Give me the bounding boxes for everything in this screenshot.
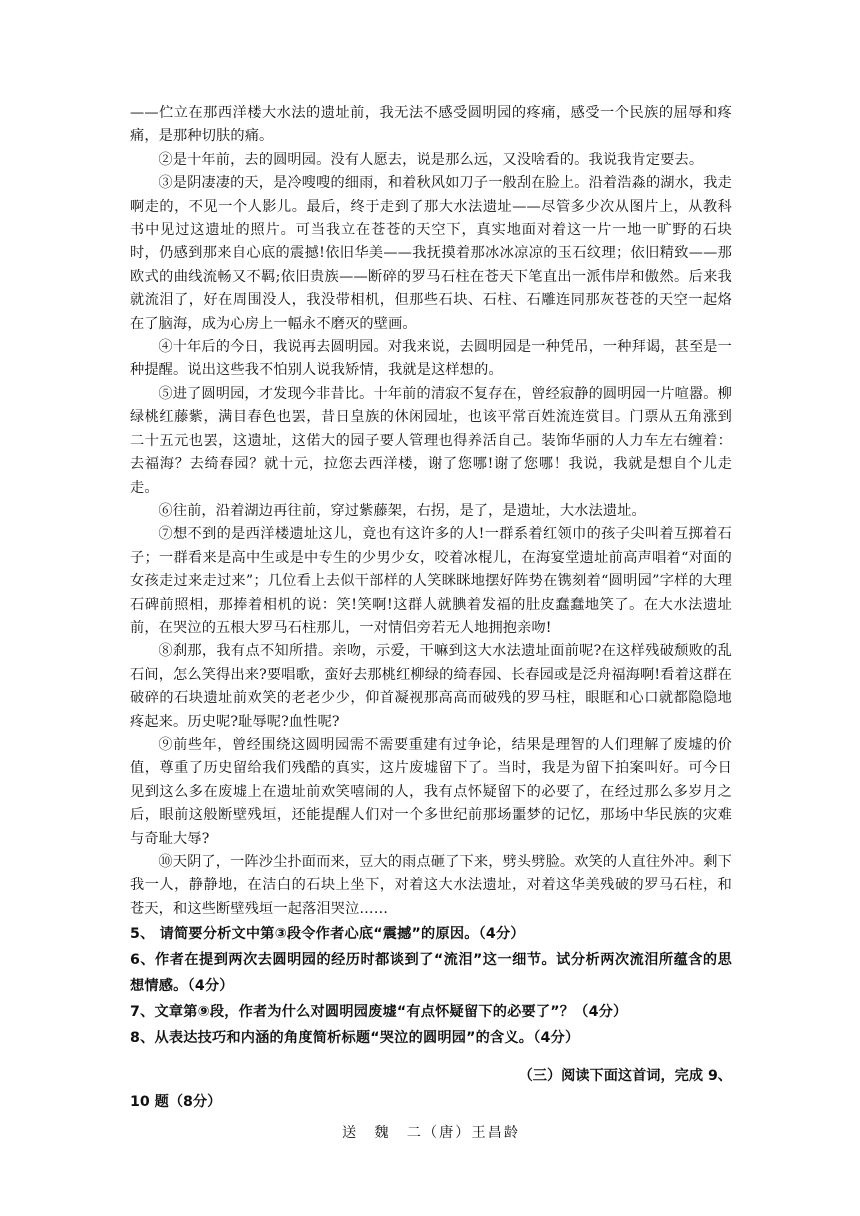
paragraph-intro: ——伫立在那西洋楼大水法的遗址前，我无法不感受圆明园的疼痛，感受一个民族的屈辱和疼痛，是那种切肤的痛。	[130, 105, 732, 145]
paragraph-5: ⑤进了圆明园，才发现今非昔比。十年前的清寂不复存在，曾经寂静的圆明园一片喧嚣。柳绿桃红藤紫，满目春色也罢，昔日皇族的休闲园址，也该平常百姓流连赏目。门票从五角涨到二十五元也罢，这遗址，这偌大的园子要人管理也得养活自己。装饰华丽的人力车左右缠着：去福海？去绮春园？就十元，拉您去西洋楼，谢了您哪!谢了您哪！我说，我就是想自个儿走走。	[130, 385, 732, 496]
paragraph-4: ④十年后的今日，我说再去圆明园。对我来说，去圆明园是一种凭吊，一种拜谒，甚至是一种提醒。说出这些我不怕别人说我矫情，我就是这样想的。	[130, 339, 732, 379]
article-body	[130, 102, 732, 921]
question-6: 6、作者在提到两次去圆明园的经历时都谈到了“流泪”这一细节。试分析两次流泪所蕴含的思想情感。（4分）	[130, 952, 732, 995]
question-8: 8、从表达技巧和内涵的角度简析标题“哭泣的圆明园”的含义。（4分）	[130, 1030, 580, 1047]
section-3-heading	[130, 1063, 732, 1115]
paragraph-6: ⑥往前，沿着湖边再往前，穿过紫藤架，右拐，是了，是遗址，大水法遗址。	[158, 502, 646, 519]
paragraph-8: ⑧刹那，我有点不知所措。亲吻，示爱，干嘛到这大水法遗址面前呢?在这样残破颓败的乱石间，怎么笑得出来?要唱歌，蛮好去那桃红柳绿的绮春园、长春园或是泛舟福海啊!看着这群在破碎的石块遗址前欢笑的老老少少，仰首凝视那高高而破残的罗马柱，眼眶和心口就都隐隐地疼起来。历史呢?耻辱呢?血性呢?	[130, 643, 732, 730]
question-7: 7、文章第⑨段，作者为什么对圆明园废墟“有点怀疑留下的必要了”？（4分）	[130, 1004, 628, 1021]
paragraph-9: ⑨前些年，曾经围绕这圆明园需不需要重建有过争论，结果是理智的人们理解了废墟的价值，尊重了历史留给我们残酷的真实，这片废墟留下了。当时，我是为留下拍案叫好。可今日见到这么多在废墟上在遗址前欢笑嘻闹的人，我有点怀疑留下的必要了，在经过那么多岁月之后，眼前这般断壁残垣，还能提醒人们对一个多世纪前那场噩梦的记忆，那场中华民族的灾难与奇耻大辱?	[130, 736, 732, 847]
section-3-heading-line1: （三）阅读下面这首词，完成 9、	[518, 1068, 732, 1085]
question-list	[130, 921, 732, 1051]
paragraph-3: ③是阴凄凄的天，是冷嗖嗖的细雨，和着秋风如刀子一般刮在脸上。沿着浩淼的湖水，我走啊走的，不见一个人影儿。最后，终于走到了那大水法遗址——尽管多少次从图片上，从教科书中见过这遗址的照片。可当我立在苍苍的天空下，真实地面对着这一片一地一旷野的石块时，仍感到那来自心底的震撼!依旧华美——我抚摸着那冰冰凉凉的玉石纹理；依旧精致——那欧式的曲线流畅又不羁;依旧贵族——断碎的罗马石柱在苍天下笔直出一派伟岸和傲然。后来我就流泪了，好在周围没人，我没带相机，但那些石块、石柱、石雕连同那灰苍苍的天空一起烙在了脑海，成为心房上一幅永不磨灭的壁画。	[130, 175, 732, 332]
paragraph-2: ②是十年前，去的圆明园。没有人愿去，说是那么远，又没啥看的。我说我肯定要去。	[158, 151, 704, 168]
paragraph-7: ⑦想不到的是西洋楼遗址这儿，竟也有这许多的人!一群系着红领巾的孩子尖叫着互掷着石子；一群看来是高中生或是中专生的少男少女，咬着冰棍儿，在海宴堂遗址前高声唱着“对面的女孩走过来走过来”；几位看上去似干部样的人笑眯眯地摆好阵势在镌刻着“圆明园”字样的大理石碑前照相，那捧着相机的说：笑!笑啊!这群人就腆着发福的肚皮蠢蠢地笑了。在大水法遗址前，在哭泣的五根大罗马石柱那儿，一对情侣旁若无人地拥抱亲吻!	[130, 526, 732, 636]
poem-title: 送 魏 二（唐）王昌龄	[341, 1125, 521, 1142]
section-3-heading-line2: 10 题（8分）	[130, 1094, 222, 1111]
question-5: 5、 请简要分析文中第③段令作者心底“震撼”的原因。（4分）	[130, 926, 525, 943]
paragraph-10: ⑩天阴了，一阵沙尘扑面而来，豆大的雨点砸了下来，劈头劈脸。欢笑的人直往外冲。剩下我一人，静静地，在洁白的石块上坐下，对着这大水法遗址，对着这华美残破的罗马石柱，和苍天，和这些断壁残垣一起落泪哭泣……	[130, 854, 732, 917]
